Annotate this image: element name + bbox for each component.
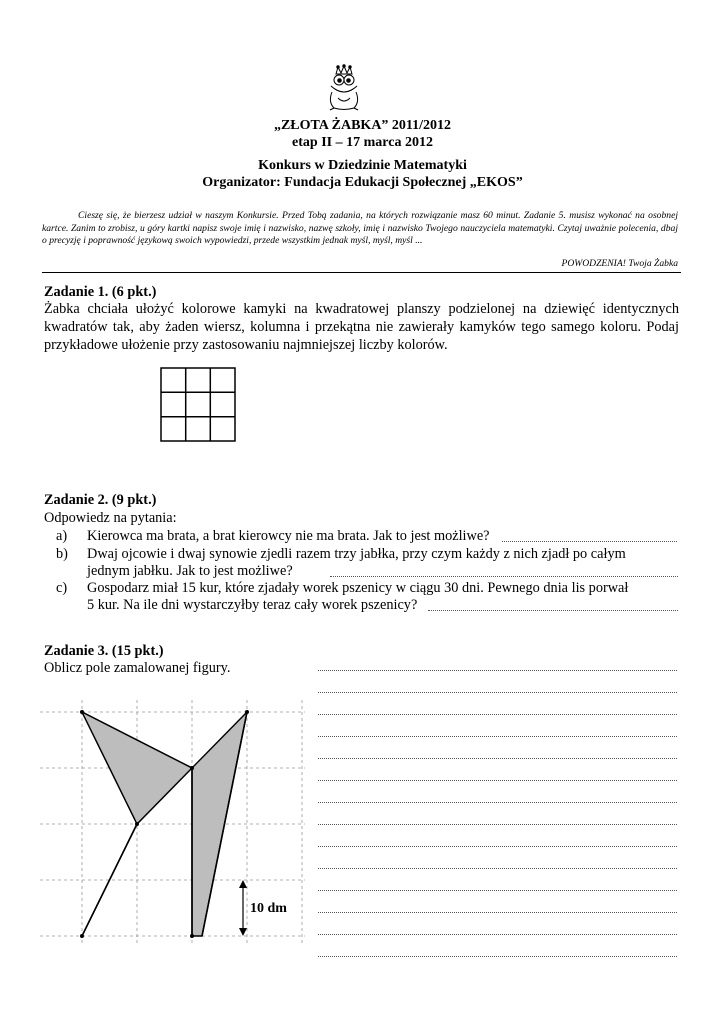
answer-line[interactable] bbox=[318, 890, 677, 891]
question-a-label: a) bbox=[56, 528, 68, 544]
answer-line-a[interactable] bbox=[502, 541, 677, 542]
contest-name: Konkurs w Dziedzinie Matematyki bbox=[258, 158, 467, 173]
task3-title: Zadanie 3. (15 pkt.) bbox=[44, 643, 164, 659]
intro-text: Cieszę się, że bierzesz udział w naszym Konkursie. Przed Tobą zadania, na których rozwiązanie masz 60 minut. Zadanie 5. musisz wykonać na osobnej kartce. Zanim to zrobisz, u góry kartki napisz swoje imię i nazwisko, nazwę szkoły, imię i nazwisko Twojego nauczyciela matematyki. Czytaj uważnie polecenia, dbaj o precyzję i poprawność językową swoich wypowiedzi, przede wszystkim jednak myśl, myśl, myśl ... bbox=[42, 210, 678, 246]
task3-figure bbox=[40, 700, 310, 950]
answer-line[interactable] bbox=[318, 780, 677, 781]
question-a-text: Kierowca ma brata, a brat kierowcy nie ma brata. Jak to jest możliwe? bbox=[87, 528, 490, 544]
task1-grid bbox=[160, 367, 237, 448]
answer-line[interactable] bbox=[318, 846, 677, 847]
answer-line[interactable] bbox=[318, 692, 677, 693]
scale-label: 10 dm bbox=[250, 901, 287, 916]
answer-line[interactable] bbox=[318, 868, 677, 869]
task2-title: Zadanie 2. (9 pkt.) bbox=[44, 492, 157, 508]
task1-title: Zadanie 1. (6 pkt.) bbox=[44, 284, 157, 300]
answer-line[interactable] bbox=[318, 736, 677, 737]
question-b-line1: Dwaj ojcowie i dwaj synowie zjedli razem trzy jabłka, przy czym każdy z nich zjadł po całym bbox=[87, 546, 626, 562]
question-b-line2: jednym jabłku. Jak to jest możliwe? bbox=[87, 563, 293, 579]
answer-line[interactable] bbox=[318, 824, 677, 825]
answer-line[interactable] bbox=[318, 934, 677, 935]
question-b-label: b) bbox=[56, 546, 68, 562]
answer-line-b[interactable] bbox=[330, 576, 678, 577]
logo bbox=[322, 64, 366, 112]
divider bbox=[42, 272, 681, 273]
scale-marker bbox=[239, 880, 247, 936]
question-c-line2: 5 kur. Na ile dni wystarczyłby teraz cały worek pszenicy? bbox=[87, 597, 418, 613]
answer-line[interactable] bbox=[318, 758, 677, 759]
answer-line-c[interactable] bbox=[428, 610, 678, 611]
organizer: Organizator: Fundacja Edukacji Społecznej „EKOS” bbox=[202, 175, 523, 190]
answer-line[interactable] bbox=[318, 802, 677, 803]
answer-line[interactable] bbox=[318, 670, 677, 671]
signature: POWODZENIA! Twoja Żabka bbox=[561, 258, 678, 269]
question-c-line1: Gospodarz miał 15 kur, które zjadały worek pszenicy w ciągu 30 dni. Pewnego dnia lis porwał bbox=[87, 580, 629, 596]
frog-crown-icon bbox=[322, 64, 366, 112]
answer-line[interactable] bbox=[318, 714, 677, 715]
task1-text: Żabka chciała ułożyć kolorowe kamyki na kwadratowej planszy podzielonej na dziewięć identycznych kwadratów tak, aby żaden wiersz, kolumna i przekątna nie zawierały kamyków tego samego koloru. Podaj przykładowe ułożenie przy zastosowaniu najmniejszej liczby kolorów. bbox=[44, 301, 679, 353]
question-c-label: c) bbox=[56, 580, 68, 596]
task2-intro: Odpowiedz na pytania: bbox=[44, 510, 177, 526]
answer-line[interactable] bbox=[318, 912, 677, 913]
answer-line[interactable] bbox=[318, 956, 677, 957]
task3-text: Oblicz pole zamalowanej figury. bbox=[44, 660, 231, 676]
left-shaded-area bbox=[82, 712, 192, 824]
stage-date: etap II – 17 marca 2012 bbox=[292, 135, 433, 150]
contest-title: „ZŁOTA ŻABKA” 2011/2012 bbox=[273, 118, 452, 133]
